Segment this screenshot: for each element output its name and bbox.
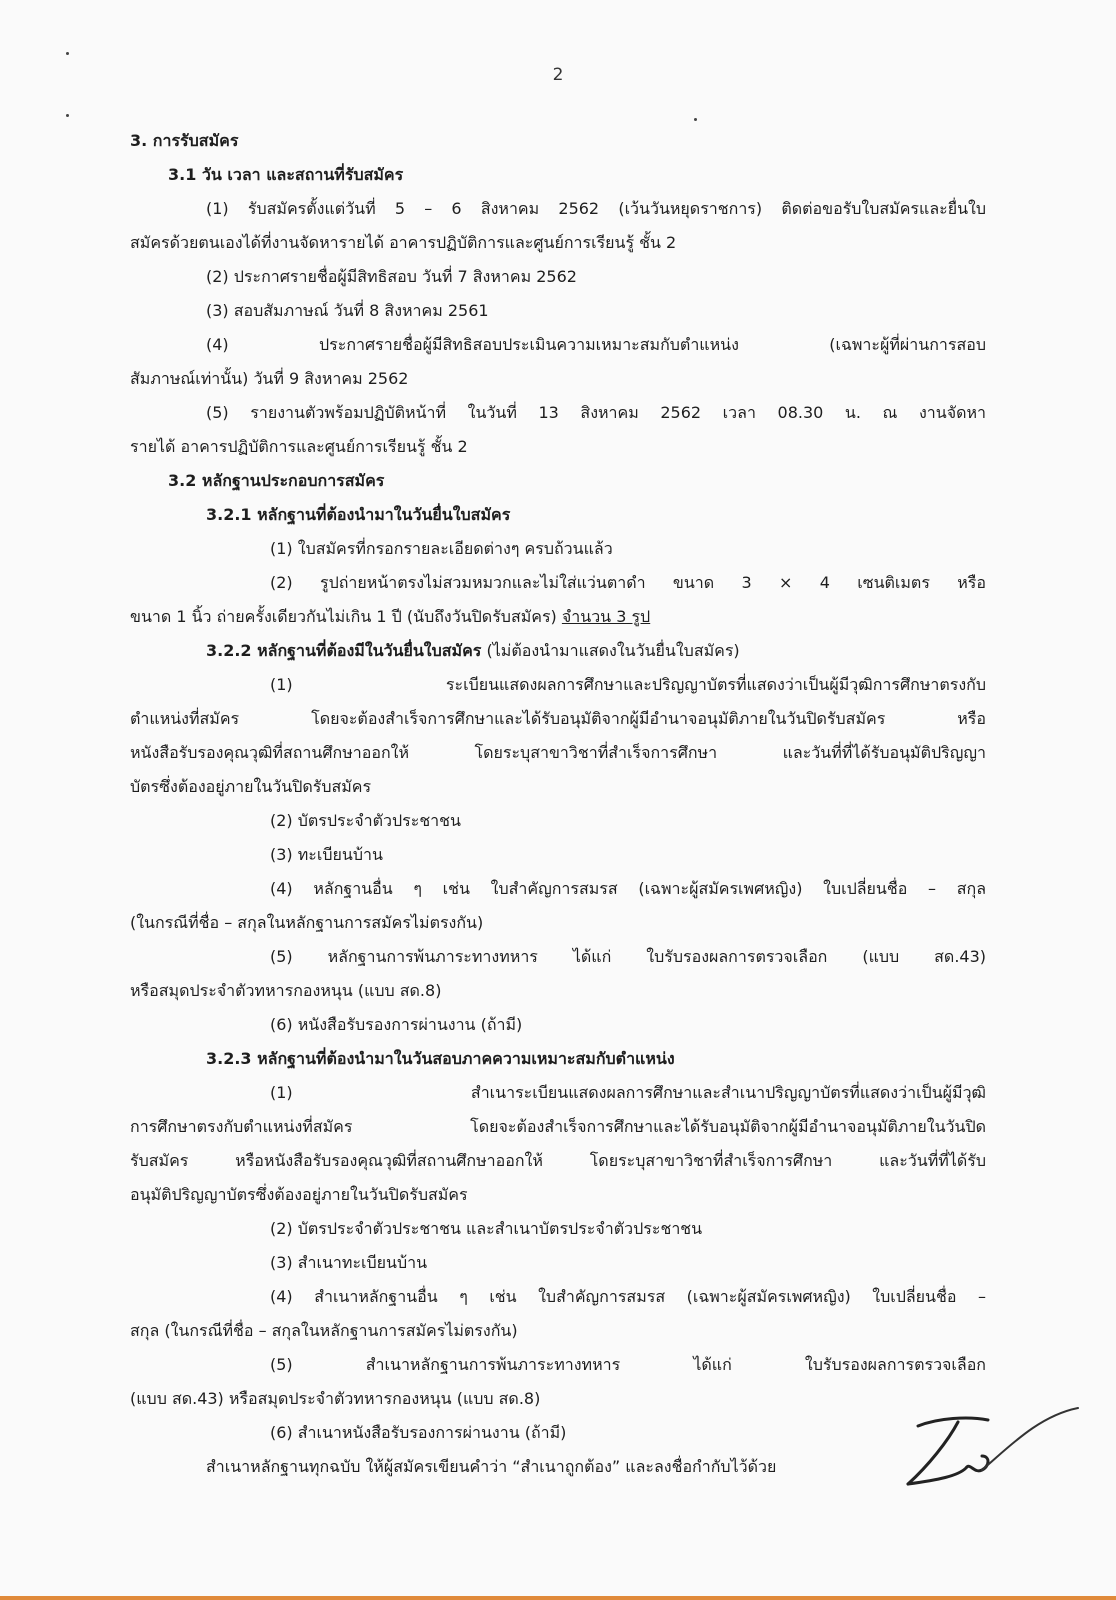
page-number: 2 — [552, 65, 564, 85]
list-item-3-2-2-5-cont: หรือสมุดประจำตัวทหารกองหนุน (แบบ สด.8) — [130, 981, 442, 1000]
photo-size-text: ขนาด 1 นิ้ว ถ่ายครั้งเดียวกันไม่เกิน 1 ปี (นับถึงวันปิดรับสมัคร) — [130, 607, 562, 626]
list-item-3-2-2-6: (6) หนังสือรับรองการผ่านงาน (ถ้ามี) — [270, 1015, 523, 1034]
list-item-3-1-5-cont: รายได้ อาคารปฏิบัติการและศูนย์การเรียนรู้ ชั้น 2 — [130, 437, 468, 456]
list-item-3-1-4-cont: สัมภาษณ์เท่านั้น) วันที่ 9 สิงหาคม 2562 — [130, 369, 409, 388]
section-heading-3-1: 3.1 วัน เวลา และสถานที่รับสมัคร — [168, 165, 404, 184]
copy-certification-note: สำเนาหลักฐานทุกฉบับ ให้ผู้สมัครเขียนคำว่า “สำเนาถูกต้อง” และลงชื่อกำกับไว้ด้วย — [206, 1457, 777, 1476]
handwritten-signature — [878, 1396, 1088, 1506]
list-item-3-2-3-1-cont: การศึกษาตรงกับตำแหน่งที่สมัคร โดยจะต้องสำเร็จการศึกษาและได้รับอนุมัติจากผู้มีอำนาจอนุมัติภายในวันปิด — [130, 1117, 986, 1136]
signature-stroke — [982, 1408, 1078, 1470]
list-item-3-2-2-1: (1) ระเบียนแสดงผลการศึกษาและปริญญาบัตรที่แสดงว่าเป็นผู้มีวุฒิการศึกษาตรงกับ — [270, 675, 986, 694]
list-item-3-2-2-4: (4) หลักฐานอื่น ๆ เช่น ใบสำคัญการสมรส (เฉพาะผู้สมัครเพศหญิง) ใบเปลี่ยนชื่อ – สกุล — [270, 879, 986, 898]
list-item-3-2-1-2-cont — [130, 600, 986, 634]
scan-edge — [0, 1596, 1116, 1600]
section-heading-3-2-2-note: (ไม่ต้องนำมาแสดงในวันยื่นใบสมัคร) — [481, 641, 740, 660]
signature-stroke — [908, 1456, 988, 1484]
list-item-3-2-2-4-cont: (ในกรณีที่ชื่อ – สกุลในหลักฐานการสมัครไม่ตรงกัน) — [130, 913, 484, 932]
list-item-3-2-2-5: (5) หลักฐานการพ้นภาระทางทหาร ได้แก่ ใบรับรองผลการตรวจเลือก (แบบ สด.43) — [270, 947, 986, 966]
list-item-3-1-3: (3) สอบสัมภาษณ์ วันที่ 8 สิงหาคม 2561 — [206, 301, 489, 320]
list-item-3-2-3-1-cont: รับสมัคร หรือหนังสือรับรองคุณวุฒิที่สถานศึกษาออกให้ โดยระบุสาขาวิชาที่สำเร็จการศึกษา และวันที่ที่ได้รับ — [130, 1151, 986, 1170]
list-item-3-1-1-cont: สมัครด้วยตนเองได้ที่งานจัดหารายได้ อาคารปฏิบัติการและศูนย์การเรียนรู้ ชั้น 2 — [130, 233, 677, 252]
section-heading-3-2-3: 3.2.3 หลักฐานที่ต้องนำมาในวันสอบภาคความเหมาะสมกับตำแหน่ง — [206, 1049, 675, 1068]
list-item-3-2-3-4: (4) สำเนาหลักฐานอื่น ๆ เช่น ใบสำคัญการสมรส (เฉพาะผู้สมัครเพศหญิง) ใบเปลี่ยนชื่อ – — [270, 1287, 986, 1306]
list-item-3-1-5: (5) รายงานตัวพร้อมปฏิบัติหน้าที่ ในวันที่ 13 สิงหาคม 2562 เวลา 08.30 น. ณ งานจัดหา — [206, 403, 986, 422]
list-item-3-2-3-6: (6) สำเนาหนังสือรับรองการผ่านงาน (ถ้ามี) — [270, 1423, 567, 1442]
list-item-3-2-3-3: (3) สำเนาทะเบียนบ้าน — [270, 1253, 428, 1272]
section-heading-3-2: 3.2 หลักฐานประกอบการสมัคร — [168, 471, 385, 490]
list-item-3-2-3-1-cont: อนุมัติปริญญาบัตรซึ่งต้องอยู่ภายในวันปิดรับสมัคร — [130, 1185, 468, 1204]
list-item-3-1-1: (1) รับสมัครตั้งแต่วันที่ 5 – 6 สิงหาคม 2562 (เว้นวันหยุดราชการ) ติดต่อขอรับใบสมัครและยื่นใบ — [206, 199, 986, 218]
list-item-3-2-2-3: (3) ทะเบียนบ้าน — [270, 845, 383, 864]
speck — [66, 114, 69, 117]
list-item-3-2-2-1-cont: บัตรซึ่งต้องอยู่ภายในวันปิดรับสมัคร — [130, 777, 372, 796]
list-item-3-2-1-2: (2) รูปถ่ายหน้าตรงไม่สวมหมวกและไม่ใส่แว่นตาดำ ขนาด 3 × 4 เซนติเมตร หรือ — [270, 573, 986, 592]
list-item-3-2-2-2: (2) บัตรประจำตัวประชาชน — [270, 811, 461, 830]
section-heading-3: 3. การรับสมัคร — [130, 131, 239, 150]
speck — [694, 118, 697, 121]
list-item-3-2-3-5: (5) สำเนาหลักฐานการพ้นภาระทางทหาร ได้แก่ ใบรับรองผลการตรวจเลือก — [270, 1355, 986, 1374]
document-body — [130, 124, 986, 1484]
section-heading-3-2-2-title: 3.2.2 หลักฐานที่ต้องมีในวันยื่นใบสมัคร — [206, 641, 482, 660]
signature-stroke — [918, 1418, 988, 1426]
list-item-3-2-2-1-cont: หนังสือรับรองคุณวุฒิที่สถานศึกษาออกให้ โดยระบุสาขาวิชาที่สำเร็จการศึกษา และวันที่ที่ได้รับอนุมัติปริญญา — [130, 743, 986, 762]
speck — [66, 52, 69, 55]
list-item-3-1-2: (2) ประกาศรายชื่อผู้มีสิทธิสอบ วันที่ 7 สิงหาคม 2562 — [206, 267, 577, 286]
list-item-3-2-3-1: (1) สำเนาระเบียนแสดงผลการศึกษาและสำเนาปริญญาบัตรที่แสดงว่าเป็นผู้มีวุฒิ — [270, 1083, 986, 1102]
list-item-3-2-1-1: (1) ใบสมัครที่กรอกรายละเอียดต่างๆ ครบถ้วนแล้ว — [270, 539, 613, 558]
list-item-3-1-4: (4) ประกาศรายชื่อผู้มีสิทธิสอบประเมินความเหมาะสมกับตำแหน่ง (เฉพาะผู้ที่ผ่านการสอบ — [206, 335, 986, 354]
list-item-3-2-3-4-cont: สกุล (ในกรณีที่ชื่อ – สกุลในหลักฐานการสมัครไม่ตรงกัน) — [130, 1321, 518, 1340]
section-heading-3-2-1: 3.2.1 หลักฐานที่ต้องนำมาในวันยื่นใบสมัคร — [206, 505, 511, 524]
photo-count-text: จำนวน 3 รูป — [561, 607, 651, 626]
list-item-3-2-3-5-cont: (แบบ สด.43) หรือสมุดประจำตัวทหารกองหนุน (แบบ สด.8) — [130, 1389, 541, 1408]
list-item-3-2-3-2: (2) บัตรประจำตัวประชาชน และสำเนาบัตรประจำตัวประชาชน — [270, 1219, 703, 1238]
section-heading-3-2-2 — [130, 634, 986, 668]
list-item-3-2-2-1-cont: ตำแหน่งที่สมัคร โดยจะต้องสำเร็จการศึกษาและได้รับอนุมัติจากผู้มีอำนาจอนุมัติภายในวันปิดรับสมัคร หรือ — [130, 709, 986, 728]
